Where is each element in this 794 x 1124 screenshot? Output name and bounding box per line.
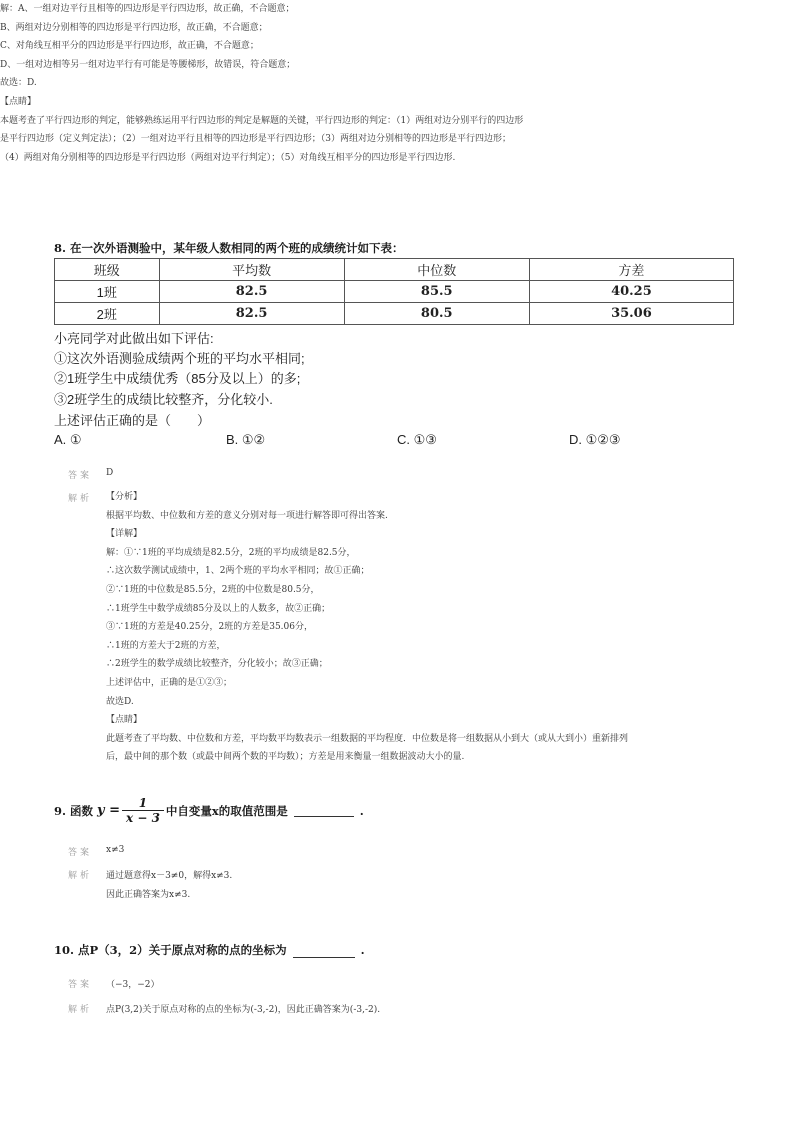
text-line: 后，最中间的那个数（或最中间两个数的平均数）；方差是用来衡量一组数据波动大小的量. (106, 752, 465, 763)
text-line: （4）两组对角分别相等的四边形是平行四边形（两组对边平行判定）；（5）对角线互相平分的四边形是平行四边形. (0, 152, 456, 163)
text-line: 是平行四边形（定义判定法）；（2）一组对边平行且相等的四边形是平行四边形；（3）两组对边分别相等的四边形是平行四边形； (0, 134, 511, 145)
q10-analysis: 点P(3,2)关于原点对称的点的坐标为(-3,-2)，因此正确答案为(-3,-2). (106, 1005, 381, 1015)
q9-suffix: 中自变量x的取值范围是 (165, 803, 288, 818)
table-cell: 82.5 (159, 281, 344, 303)
option-c: C. ①③ (397, 432, 437, 447)
text-line: 上述评估中，正确的是①②③； (106, 677, 233, 688)
section-heading: 【点睛】 (106, 715, 143, 726)
q9-prefix: 9. 函数 (54, 803, 94, 818)
q8-title: 8. 在一次外语测验中，某年级人数相同的两个班的成绩统计如下表： (54, 241, 404, 255)
text-line: 此题考查了平均数、中位数和方差，平均数平均数表示一组数据的平均程度．中位数是将一组数据从小到大（或从大到小）重新排列 (106, 733, 629, 744)
q9-period: . (359, 803, 364, 818)
fraction-denominator: x − 3 (126, 811, 160, 825)
q8-answer: D (106, 468, 114, 478)
table-cell: 35.06 (529, 303, 733, 325)
table-cell: 2班 (55, 303, 160, 325)
text-line: ③∵1班的方差是40.25分，2班的方差是35.06分， (106, 622, 313, 633)
q8-statement: ①这次外语测验成绩两个班的平均水平相同; (54, 351, 305, 366)
analysis-label: 解析 (68, 871, 93, 881)
text-line: C、对角线互相平分的四边形是平行四边形，故正确，不合题意； (0, 41, 259, 52)
q7-solution (0, 0, 620, 167)
table-header-cell: 方差 (529, 259, 733, 281)
table-cell: 82.5 (159, 303, 344, 325)
text-line: 根据平均数、中位数和方差的意义分别对每一项进行解答即可得出答案. (106, 510, 388, 521)
section-heading: 【点睛】 (0, 96, 37, 107)
q10-period: . (360, 943, 365, 957)
table-cell: 40.25 (529, 281, 733, 303)
text-line: 解：①∵1班的平均成绩是82.5分，2班的平均成绩是82.5分， (106, 547, 356, 558)
score-table (54, 258, 734, 325)
option-d: D. ①②③ (569, 432, 621, 447)
text-line: 本题考查了平行四边形的判定，能够熟练运用平行四边形的判定是解题的关键，平行四边形的判定：（1）两组对边分别平行的四边形 (0, 115, 524, 126)
option-a: A. ① (54, 432, 82, 447)
answer-label: 答案 (68, 471, 93, 481)
q8-statement: ②1班学生中成绩优秀（85分及以上）的多; (54, 371, 301, 386)
text-line: ∴2班学生的数学成绩比较整齐，分化较小；故③正确； (106, 659, 328, 670)
text-line: 解：A、一组对边平行且相等的四边形是平行四边形，故正确，不合题意； (0, 4, 295, 14)
section-heading: 【分析】 (106, 492, 143, 502)
answer-blank (294, 804, 354, 817)
fraction (122, 796, 164, 825)
text-line: ②∵1班的中位数是85.5分，2班的中位数是80.5分， (106, 584, 320, 595)
formula-lhs: y = (97, 803, 120, 818)
q10-answer: （−3，−2） (106, 980, 160, 990)
table-row (55, 303, 734, 325)
analysis-label: 解析 (68, 494, 93, 504)
table-header-cell: 班级 (55, 259, 160, 281)
answer-label: 答案 (68, 980, 93, 990)
text-line: 故选：D. (0, 78, 37, 89)
table-cell: 1班 (55, 281, 160, 303)
table-cell: 85.5 (344, 281, 529, 303)
q9-title (54, 796, 364, 825)
text-line: B、两组对边分别相等的四边形是平行四边形，故正确，不合题意； (0, 22, 268, 33)
q9-answer: x≠3 (106, 845, 125, 855)
table-header-row (55, 259, 734, 281)
table-cell: 80.5 (344, 303, 529, 325)
q9-analysis-line: 因此正确答案为x≠3. (106, 890, 191, 900)
fraction-numerator: 1 (138, 796, 148, 810)
q10-stem: 10. 点P（3，2）关于原点对称的点的坐标为 (54, 943, 287, 957)
q8-statement: 小亮同学对此做出如下评估: (54, 331, 214, 346)
q10-title (54, 942, 365, 958)
q9-analysis-line: 通过题意得x－3≠0，解得x≠3. (106, 871, 233, 881)
text-line: ∴1班学生中数学成绩85分及以上的人数多，故②正确； (106, 603, 331, 614)
section-heading: 【详解】 (106, 529, 143, 540)
option-b: B. ①② (226, 432, 266, 447)
table-header-cell: 中位数 (344, 259, 529, 281)
text-line: D、一组对边相等另一组对边平行有可能是等腰梯形，故错误，符合题意； (0, 59, 296, 70)
q8-analysis (106, 488, 746, 767)
q8-statement: ③2班学生的成绩比较整齐，分化较小. (54, 392, 273, 407)
analysis-label: 解析 (68, 1005, 93, 1015)
table-header-cell: 平均数 (159, 259, 344, 281)
answer-blank (293, 945, 355, 958)
text-line: 故选D. (106, 696, 134, 707)
table-row (55, 281, 734, 303)
text-line: ∴1班的方差大于2班的方差， (106, 640, 226, 651)
answer-label: 答案 (68, 848, 93, 858)
text-line: ∴这次数学测试成绩中，1、2两个班的平均水平相同；故①正确； (106, 566, 370, 577)
q8-statement: 上述评估正确的是（ ） (54, 413, 211, 428)
